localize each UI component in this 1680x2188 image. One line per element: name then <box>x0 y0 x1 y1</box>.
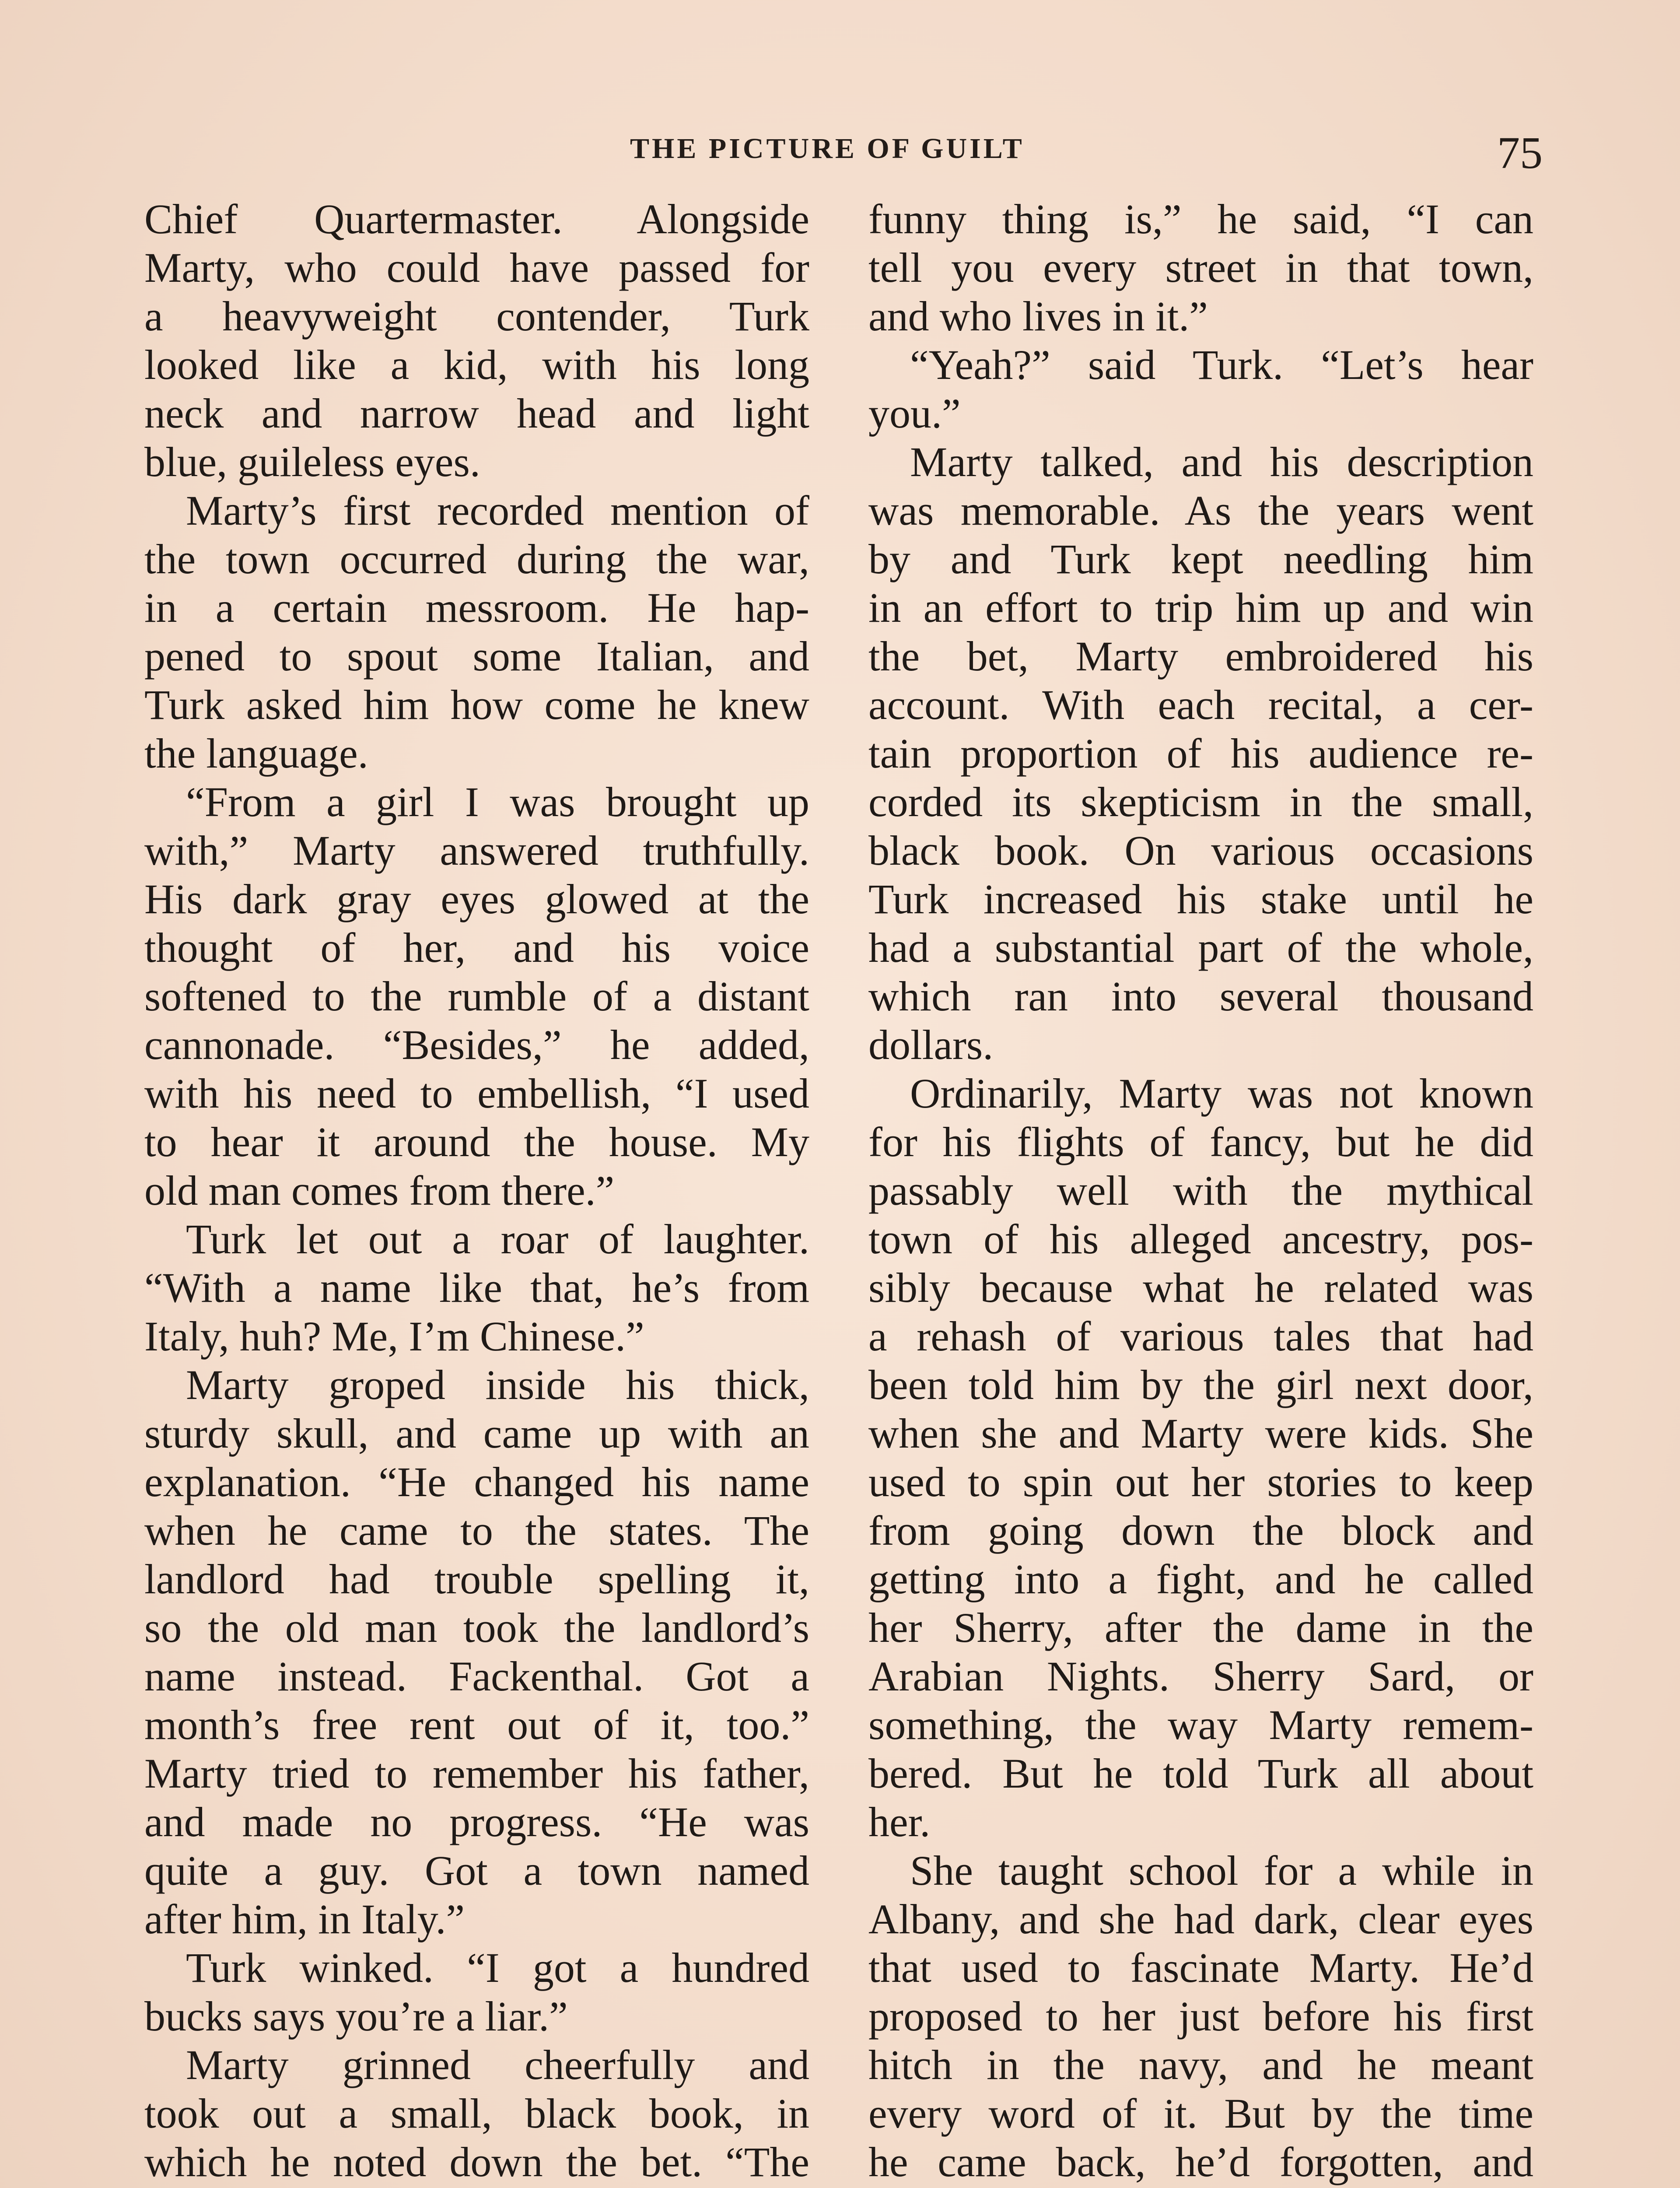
text-line: her Sherry, after the dame in the <box>868 1604 1533 1651</box>
text-line: “Yeah?” said Turk. “Let’s hear <box>910 341 1533 388</box>
text-line: used to spin out her stories to keep <box>868 1459 1533 1505</box>
text-line: cannonade. “Besides,” he added, <box>144 1021 809 1068</box>
text-line: pened to spout some Italian, and <box>144 633 809 680</box>
text-line: Marty grinned cheerfully and <box>186 2041 809 2088</box>
text-line: landlord had trouble spelling it, <box>144 1556 809 1602</box>
text-line: account. With each recital, a cer- <box>868 681 1533 728</box>
text-line: blue, guileless eyes. <box>144 438 480 485</box>
text-line: the town occurred during the war, <box>144 536 809 582</box>
text-line: the language. <box>144 730 368 777</box>
text-line: which he noted down the bet. “The <box>144 2139 809 2185</box>
text-line: for his flights of fancy, but he did <box>868 1119 1533 1165</box>
text-line: Turk asked him how come he knew <box>144 681 809 728</box>
text-line: Italy, huh? Me, I’m Chinese.” <box>144 1313 644 1360</box>
text-line: with,” Marty answered truthfully. <box>144 827 809 874</box>
text-line: black book. On various occasions <box>868 827 1533 874</box>
text-line: sibly because what he related was <box>868 1264 1533 1311</box>
text-line: Turk let out a roar of laughter. <box>186 1216 809 1262</box>
text-line: passably well with the mythical <box>868 1167 1533 1214</box>
text-line: to hear it around the house. My <box>144 1119 809 1165</box>
text-line: dollars. <box>868 1021 994 1068</box>
text-line: tell you every street in that town, <box>868 244 1533 291</box>
text-line: His dark gray eyes glowed at the <box>144 876 809 922</box>
running-title: THE PICTURE OF GUILT <box>630 133 1025 165</box>
text-column-left <box>144 195 809 2186</box>
text-line: thought of her, and his voice <box>144 924 809 971</box>
text-line: quite a guy. Got a town named <box>144 1847 809 1894</box>
text-line: Arabian Nights. Sherry Sard, or <box>868 1653 1533 1700</box>
text-line: old man comes from there.” <box>144 1167 615 1214</box>
text-line: hitch in the navy, and he meant <box>868 2041 1533 2088</box>
text-line: Turk winked. “I got a hundred <box>186 1944 809 1991</box>
text-line: “With a name like that, he’s from <box>144 1264 809 1311</box>
text-line: was memorable. As the years went <box>868 487 1533 534</box>
text-line: bered. But he told Turk all about <box>868 1750 1533 1797</box>
text-line: when she and Marty were kids. She <box>868 1410 1533 1457</box>
text-line: getting into a fight, and he called <box>868 1556 1533 1602</box>
text-line: proposed to her just before his first <box>868 1993 1533 2040</box>
text-line: Marty talked, and his description <box>910 438 1533 485</box>
text-line: her. <box>868 1799 931 1845</box>
text-line: a rehash of various tales that had <box>868 1313 1533 1360</box>
text-line: corded its skepticism in the small, <box>868 778 1533 825</box>
text-line: he came back, he’d forgotten, and <box>868 2139 1533 2185</box>
text-line: had a substantial part of the whole, <box>868 924 1533 971</box>
page-header <box>0 127 1680 179</box>
text-line: and who lives in it.” <box>868 293 1208 340</box>
text-line: something, the way Marty remem- <box>868 1701 1533 1748</box>
text-line: Marty’s first recorded mention of <box>186 487 809 534</box>
text-line: took out a small, black book, in <box>144 2090 809 2137</box>
text-line: in an effort to trip him up and win <box>868 584 1533 631</box>
text-line: Turk increased his stake until he <box>868 876 1533 922</box>
text-line: when he came to the states. The <box>144 1507 809 1554</box>
text-line: after him, in Italy.” <box>144 1896 465 1943</box>
text-line: Ordinarily, Marty was not known <box>910 1070 1533 1117</box>
text-line: Marty tried to remember his father, <box>144 1750 809 1797</box>
text-line: funny thing is,” he said, “I can <box>868 196 1533 242</box>
text-line: that used to fascinate Marty. He’d <box>868 1944 1533 1991</box>
text-line: the bet, Marty embroidered his <box>868 633 1533 680</box>
text-line: explanation. “He changed his name <box>144 1459 809 1505</box>
text-column-right <box>868 195 1533 2186</box>
text-line: by and Turk kept needling him <box>868 536 1533 582</box>
text-line: and made no progress. “He was <box>144 1799 809 1845</box>
text-line: Marty, who could have passed for <box>144 244 809 291</box>
text-line: “From a girl I was brought up <box>186 778 809 825</box>
text-line: month’s free rent out of it, too.” <box>144 1701 809 1748</box>
text-line: from going down the block and <box>868 1507 1533 1554</box>
text-line: Chief Quartermaster. Alongside <box>144 196 809 242</box>
text-line: which ran into several thousand <box>868 973 1533 1020</box>
text-line: so the old man took the landlord’s <box>144 1604 809 1651</box>
page-number: 75 <box>1497 128 1543 178</box>
text-line: Marty groped inside his thick, <box>186 1361 809 1408</box>
text-line: softened to the rumble of a distant <box>144 973 809 1020</box>
text-line: She taught school for a while in <box>910 1847 1533 1894</box>
text-line: a heavyweight contender, Turk <box>144 293 809 340</box>
text-line: looked like a kid, with his long <box>144 341 809 388</box>
text-line: tain proportion of his audience re- <box>868 730 1533 777</box>
text-line: bucks says you’re a liar.” <box>144 1993 568 2040</box>
text-line: sturdy skull, and came up with an <box>144 1410 809 1457</box>
text-line: every word of it. But by the time <box>868 2090 1533 2137</box>
text-line: in a certain messroom. He hap- <box>144 584 809 631</box>
text-line: Albany, and she had dark, clear eyes <box>868 1896 1533 1943</box>
text-line: with his need to embellish, “I used <box>144 1070 809 1117</box>
text-line: town of his alleged ancestry, pos- <box>868 1216 1533 1262</box>
text-line: name instead. Fackenthal. Got a <box>144 1653 809 1700</box>
text-line: been told him by the girl next door, <box>868 1361 1533 1408</box>
text-line: neck and narrow head and light <box>144 390 809 437</box>
text-line: you.” <box>868 390 961 437</box>
